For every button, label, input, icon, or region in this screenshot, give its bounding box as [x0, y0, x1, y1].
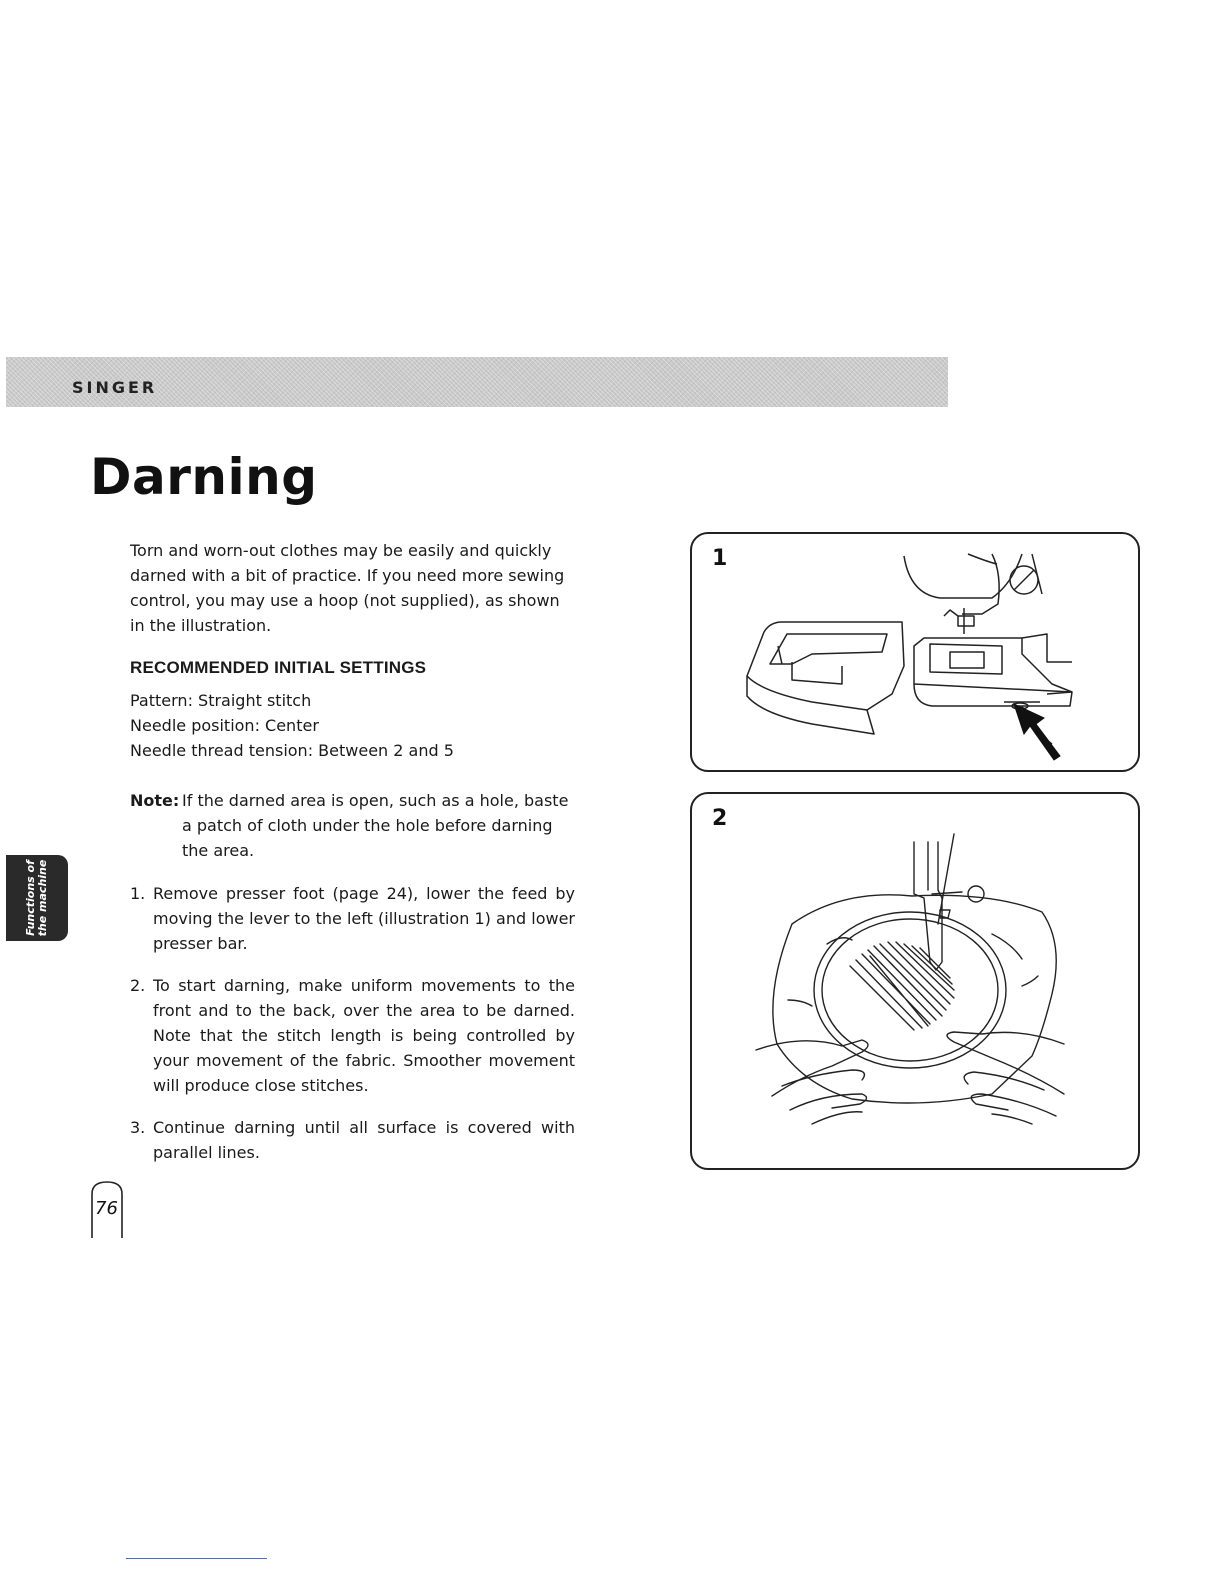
step-text: Continue darning until all surface is covered with parallel lines.: [153, 1118, 575, 1162]
illustration-2-label: 2: [712, 806, 728, 831]
section-tab-line1: Functions of: [24, 860, 37, 936]
darning-hoop-illustration: [692, 794, 1138, 1168]
main-content: [130, 538, 575, 1182]
brand-logo: SINGER: [72, 378, 158, 397]
note-label: Note:: [130, 791, 180, 810]
section-tab: [6, 855, 68, 941]
step-text: To start darning, make uniform movements to the front and to the back, over the area to be darned. Note that the stitch length is being controlled by your movement of the fabric. Smoother movement will produce close stitches.: [153, 976, 575, 1095]
step-text: Remove presser foot (page 24), lower the feed by moving the lever to the left (illustration 1) and lower presser bar.: [153, 884, 575, 953]
page-number: [90, 1180, 124, 1240]
settings-heading: RECOMMENDED INITIAL SETTINGS: [130, 658, 427, 677]
setting-tension: Needle thread tension: Between 2 and 5: [130, 741, 454, 760]
page-number-text: 76: [95, 1198, 118, 1219]
steps-list: [130, 881, 575, 1165]
list-item: [130, 881, 575, 956]
setting-needle-position: Needle position: Center: [130, 716, 319, 735]
illustration-1: [690, 532, 1140, 772]
sewing-machine-lever-illustration: [692, 534, 1138, 770]
list-item: [130, 973, 575, 1098]
settings-list: [130, 688, 575, 763]
footer-rule: [126, 1558, 267, 1559]
section-tab-label: [25, 860, 49, 937]
list-item: [130, 1115, 575, 1165]
note-text: If the darned area is open, such as a hole, baste a patch of cloth under the hole before darning the area.: [182, 791, 569, 860]
illustration-1-label: 1: [712, 546, 728, 571]
section-tab-line2: the machine: [36, 859, 49, 937]
step-number: 1.: [130, 884, 146, 903]
page-title: Darning: [90, 448, 318, 506]
note: [130, 788, 575, 863]
arrow-icon: [1014, 704, 1060, 760]
illustration-2: [690, 792, 1140, 1170]
step-number: 3.: [130, 1118, 146, 1137]
step-number: 2.: [130, 976, 146, 995]
setting-pattern: Pattern: Straight stitch: [130, 691, 312, 710]
intro-paragraph: Torn and worn-out clothes may be easily and quickly darned with a bit of practice. If you need more sewing control, you may use a hoop (not supplied), as shown in the illustration.: [130, 541, 565, 635]
